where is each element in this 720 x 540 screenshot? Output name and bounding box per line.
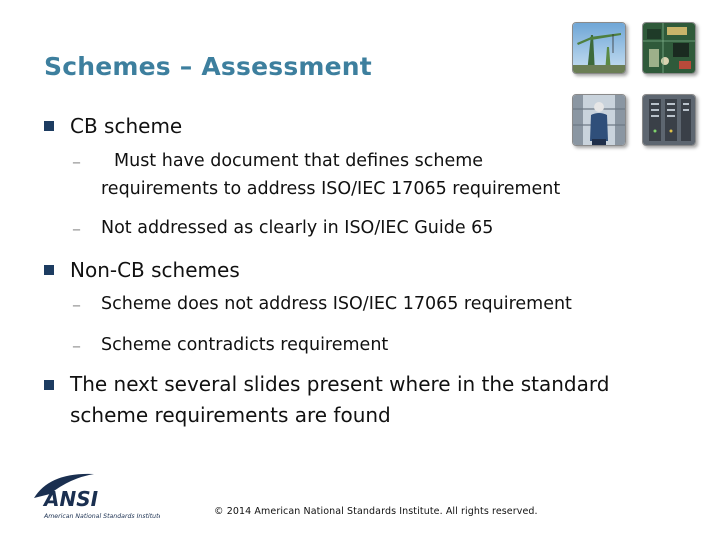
- slide-title: Schemes – Assessment: [44, 52, 372, 81]
- sub-bullet-text-continued: requirements to address ISO/IEC 17065 requirement: [101, 179, 561, 199]
- bullet-text-continued: scheme requirements are found: [70, 403, 391, 427]
- logo-wordmark: ANSI: [44, 487, 99, 511]
- server-rack-photo-icon: [642, 94, 696, 146]
- sub-bullet-text: Must have document that defines scheme: [114, 151, 484, 171]
- circuit-board-photo-icon: [642, 22, 696, 74]
- bullet-text: CB scheme: [70, 114, 183, 138]
- worker-photo-icon: [572, 94, 626, 146]
- bullet-text: The next several slides present where in the standard: [70, 372, 610, 396]
- sub-bullet-text: Scheme contradicts requirement: [101, 335, 389, 355]
- sub-bullet-dash: –: [72, 336, 81, 357]
- ansi-logo: [30, 468, 160, 524]
- sub-bullet-dash: –: [72, 219, 81, 240]
- bullet-text: Non-CB schemes: [70, 258, 240, 282]
- photo-thumbnails: [572, 22, 696, 152]
- bullet-marker: [44, 380, 54, 390]
- bullet-marker: [44, 265, 54, 275]
- sub-bullet-dash: –: [72, 295, 81, 316]
- sub-bullet-dash: –: [72, 152, 81, 173]
- sub-bullet-text: Scheme does not address ISO/IEC 17065 requirement: [101, 294, 572, 314]
- bullet-marker: [44, 121, 54, 131]
- sub-bullet-text: Not addressed as clearly in ISO/IEC Guide 65: [101, 218, 494, 238]
- crane-photo-icon: [572, 22, 626, 74]
- logo-tagline: American National Standards Institute: [44, 513, 160, 520]
- copyright-footer: © 2014 American National Standards Institute. All rights reserved.: [214, 506, 538, 517]
